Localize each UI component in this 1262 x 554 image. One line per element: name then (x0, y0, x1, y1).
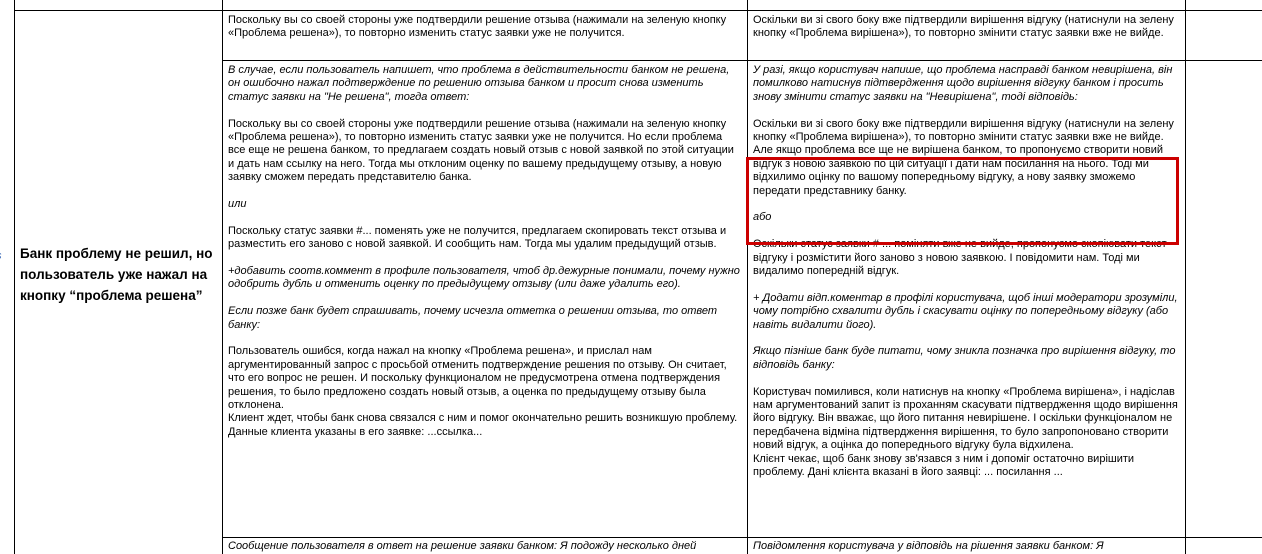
cell-uk-row1 (748, 11, 1185, 60)
paragraph: Оскільки ви зі свого боку вже підтвердили вирішення відгуку (натиснули на зелену кнопку «Проблема вирішена»), то повторно змінити статус заявки вже не вийде. Але якщо проблема все ще не вирішена банком, то пропонуємо створити новий відгук з новою заявкою по цій ситуації і дати нам посилання на нього. Тоді ми відхилимо оцінку по вашому попередньому відгуку, а нову заявку зможемо передати представнику банку. (753, 117, 1174, 197)
paragraph: У разі, якщо користувач напише, що проблема насправді банком невирішена, він помилково натиснув підтвердження щодо вирішення відгуку банком і просить знову змінити статус заявки на "Невирішена", тоді відповідь: (753, 64, 1173, 103)
paragraph: В случае, если пользователь напишет, что проблема в действительности банком не решена, он ошибочно нажал подтверждение по решению отзыва банком и просит снова изменить статус заявки на "Не решена", тогда ответ: (228, 64, 730, 103)
paragraph: або (753, 211, 772, 224)
paragraph: +добавить соотв.коммент в профиле пользователя, чтоб др.дежурные понимали, почему нужно одобрить дубль и отменить оценку по предыдущему отзыву (или даже удалить его). (228, 265, 740, 291)
paragraph: Якщо пізніше банк буде питати, чому зникла позначка про вирішення відгуку, то відповідь банку: (753, 345, 1176, 371)
paragraph: Пользователь ошибся, когда нажал на кнопку «Проблема решена», и прислал нам аргументированный запрос с просьбой отменить подтверждение решения по отзыву. Он считает, что его вопрос не решен. И поскольку функционалом не предусмотрена отмена подтверждения решения, то было предложено создать новый отзыв, а оценка по предыдущему отзыву была отклонена. (228, 345, 727, 412)
paragraph: Клієнт чекає, щоб банк знову зв'язався з ним і допоміг остаточно вирішити проблему. Дані клієнта вказані в його заявці: ... посилання ... (753, 452, 1135, 479)
cell-uk-row3 (748, 538, 1185, 554)
paragraph: Поскольку вы со своей стороны уже подтвердили решение отзыва (нажимали на зеленую кнопку «Проблема решена»), то повторно изменить статус заявки уже не получится. (228, 14, 727, 40)
paragraph: Клиент ждет, чтобы банк снова связался с ним и помог окончательно решить возникшую проблему. Данные клиента указаны в его заявке: ...ссылка... (228, 412, 738, 438)
cell-topic-title (15, 11, 222, 537)
paragraph: Оскільки статус заявки # ... поміняти вже не вийде, пропонуємо скопіювати текст відгуку і розмістити його заново з новою заявкою. І повідомити нам. Тоді ми видалимо попередній відгук. (753, 238, 1167, 278)
paragraph: Повідомлення користувача у відповідь на рішення заявки банком: Я (753, 540, 1104, 552)
cell-uk-row2 (748, 61, 1185, 537)
cell-empty-row3 (1186, 538, 1262, 554)
paragraph: Поскольку вы со своей стороны уже подтвердили решение отзыва (нажимали на зеленую кнопку «Проблема решена»), то повторно изменить статус заявки уже не получится. Но если проблема все еще не решена банком, то предлагаем создать новый отзыв с новой заявкой по этой ситуации и дать нам ссылку на него. Тогда мы отклоним оценку по вашему предыдущему отзыву, а новую заявку сможем передать представителю банка. (228, 117, 734, 184)
cell-empty-row1 (1186, 11, 1262, 60)
paragraph: Поскольку статус заявки #... поменять уже не получится, предлагаем скопировать текст отзыва и разместить его заново с новой заявкой. И сообщить нам. Тогда мы удалим предыдущий отзыв. (228, 224, 727, 251)
cell-ru-row1 (223, 11, 747, 60)
cell-ru-row2 (223, 61, 747, 537)
paragraph: Користувач помилився, коли натиснув на кнопку «Проблема вирішена», і надіслав нам аргументований запит із проханням скасувати підтвердження щодо вирішення його відгуку. Він вважає, що його питання невирішене. І оскільки функціоналом не передбачена відміна підтвердження вирішення, то було запропоновано створити новий відгук, а оцінка до попереднього відгуку була відхилена. (753, 385, 1178, 452)
paragraph: Сообщение пользователя в ответ на решение заявки банком: Я подожду несколько дней (228, 540, 697, 552)
cell-empty-row2 (1186, 61, 1262, 537)
cell-ru-row3 (223, 538, 747, 554)
paragraph: Если позже банк будет спрашивать, почему исчезла отметка о решении отзыва, то ответ банку: (228, 305, 718, 331)
paragraph: Оскільки ви зі свого боку вже підтвердили вирішення відгуку (натиснули на зелену кнопку «Проблема вирішена»), то повторно змінити статус заявки вже не вийде. (753, 14, 1174, 40)
cutoff-link-fragment (0, 250, 2, 262)
paragraph: или (228, 198, 247, 211)
paragraph: + Додати відп.коментар в профілі користувача, щоб інші модератори зрозуміли, чому потрібно схвалити дубль і скасувати оцінку по попередньому відгуку (або навіть видалити його). (753, 291, 1178, 331)
topic-title-text: Банк проблему не решил, но пользователь уже нажал на кнопку “проблема решена” (20, 245, 213, 303)
